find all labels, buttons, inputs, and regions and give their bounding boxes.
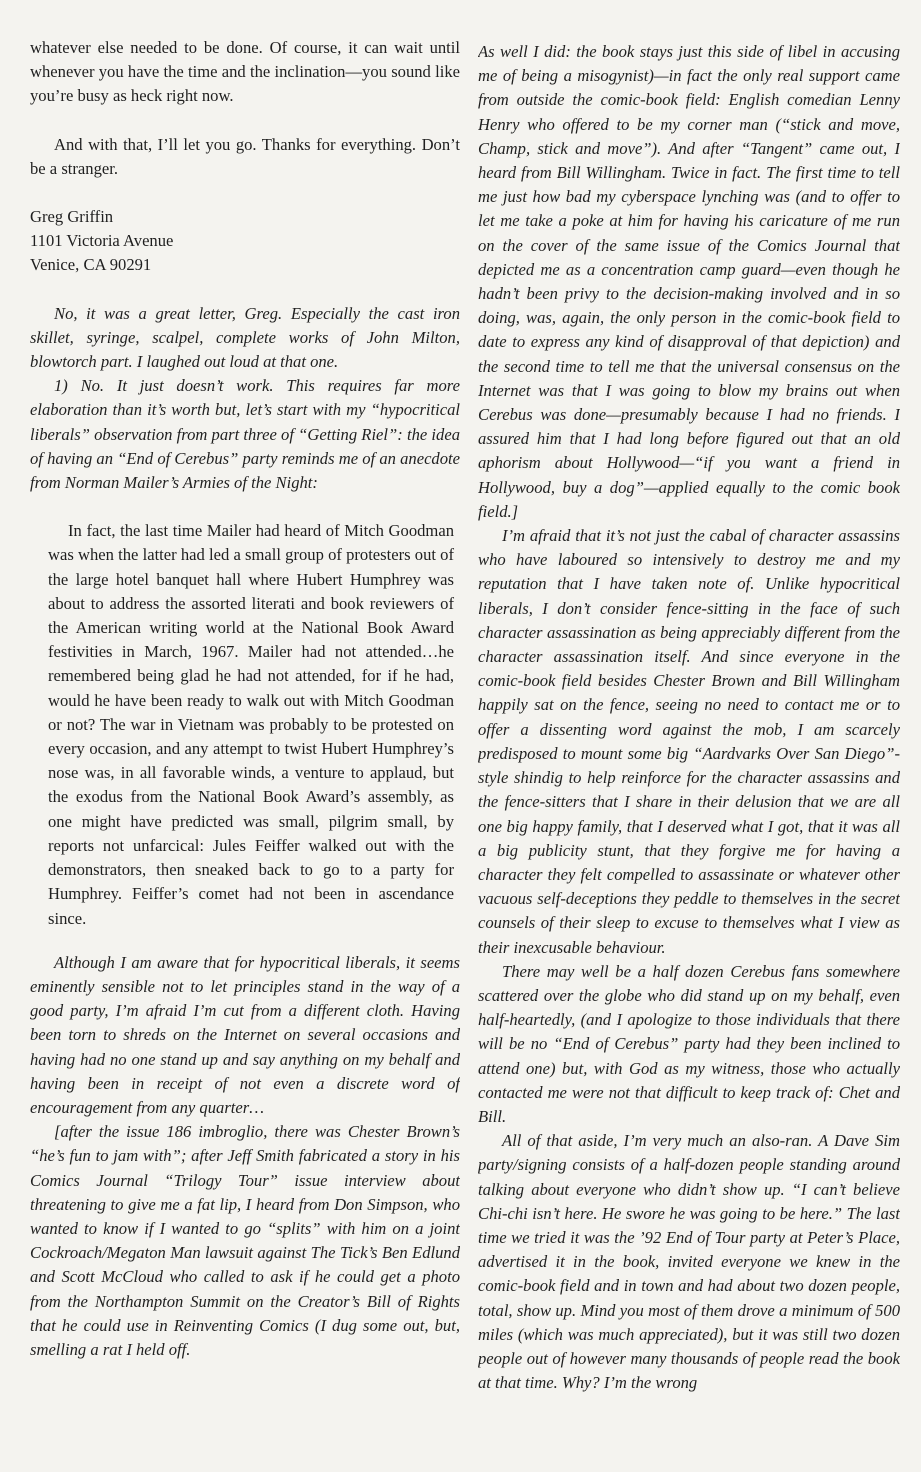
reply-paragraph-3: Although I am aware that for hypocritical liberals, it seems eminently sensible not to let principles stand in the way of a good party, I’m afraid I’m cut from a different cloth. Having been torn to shreds on the Internet on several occasions and having had no one stand up and say anything on my behalf and having been in receipt of not even a discrete word of encouragement from any quarter… <box>30 952 460 1117</box>
reply-paragraph-8: All of that aside, I’m very much an also-ran. A Dave Sim party/signing consists of a half-dozen people standing around talking about everyone who didn’t show up. “I can’t believe Chi-chi isn’t here. He swore he was going to be here.” The last time we tried it was the ’92 End of Tour party at Peter’s Place, advertised it in the book, invited everyone we knew in the comic-book field and in town and had about two dozen people, total, show up. Mind you most of them drove a minimum of 500 miles (which was much appreciated), but it was still two dozen people out of however many thousands of people read the book at that time. Why? I’m the wrong <box>478 1131 900 1393</box>
reply-paragraph-2: 1) No. It just doesn’t work. This requires far more elaboration than it’s worth but, let’s start with my “hypocritical liberals” observation from part three of “Getting Riel”: the idea of having an “End of Cerebus” party reminds me of an anecdote from Norman Mailer’s Armies of the Night: <box>30 376 460 493</box>
reply-paragraph-1: No, it was a great letter, Greg. Especially the cast iron skillet, syringe, scalpel, complete works of John Milton, blowtorch part. I laughed out loud at that one. <box>30 303 460 372</box>
left-column <box>30 0 460 1472</box>
reply-paragraph-5: As well I did: the book stays just this side of libel in accusing me of being a misogynist)—in fact the only real support came from outside the comic-book field: English comedian Lenny Henry who offered to be my corner man (“stick and move, Champ, stick and move”). And after “Tangent” came out, I heard from Bill Willingham. Twice in fact. The first time to tell me just how bad my cyberspace lynching was (and to offer to let me take a poke at him for having his caricature of me run on the cover of the same issue of the Comics Journal that depicted me as a concentration camp guard—even though he hadn’t been privy to the decision-making involved and in so doing, was, again, the only person in the comic-book field to date to express any kind of disapproval of that depiction) and the second time to tell me that the universal consensus on the Internet was that I was going to blow my brains out when Cerebus was done—presumably because I had no friends. I assured him that I had long before figured out that an old aphorism about Hollywood—“if you want a friend in Hollywood, buy a dog”—applied equally to the comic book field.] <box>478 42 900 521</box>
letter-paragraph-2: And with that, I’ll let you go. Thanks for everything. Don’t be a stranger. <box>30 134 460 178</box>
signature-city: Venice, CA 90291 <box>30 255 152 275</box>
reply-paragraph-4: [after the issue 186 imbroglio, there was Chester Brown’s “he’s fun to jam with”; after Jeff Smith fabricated a story in his Comics Journal “Trilogy Tour” issue interview about threatening to give me a fat lip, I heard from Don Simpson, who wanted to know if I wanted to go “splits” with him on a joint Cockroach/Megaton Man lawsuit against The Tick’s Ben Edlund and Scott McCloud who called to ask if he could get a photo from the Northampton Summit on the Creator’s Bill of Rights that he could use in Reinventing Comics (I dug some out, but, smelling a rat I held off. <box>30 1122 460 1359</box>
letter-paragraph-1: whatever else needed to be done. Of course, it can wait until whenever you have the time and the inclination—you sound like you’re busy as heck right now. <box>30 38 460 106</box>
reply-paragraph-6: I’m afraid that it’s not just the cabal of character assassins who have laboured so intensively to destroy me and my reputation that I have taken note of. Unlike hypocritical liberals, I don’t consider fence-sitting in the face of such character assassination as being appreciably different from the character assassination itself. And since everyone in the comic-book field besides Chester Brown and Bill Willingham happily sat on the fence, seeing no need to contact me or to offer a dissenting word against the mob, I am scarcely predisposed to mount some big “Aardvarks Over San Diego”-style shindig to help reinforce for the character assassins and the fence-sitters that I share in their delusion that we are all one big happy family, that I deserved what I got, that it was all a big publicity stunt, that they forgive me for having a character they felt compelled to assassinate or whatever other vacuous self-deceptions they peddle to themselves in the secret counsels of their sleep to excuse to themselves what I view as their inexcusable behaviour. <box>478 526 900 957</box>
letter-signature <box>30 205 460 278</box>
right-column <box>478 0 900 1472</box>
signature-name: Greg Griffin <box>30 207 114 227</box>
block-quote <box>30 519 460 930</box>
block-quote-text: In fact, the last time Mailer had heard of Mitch Goodman was when the latter had led a small group of protesters out of the large hotel banquet hall where Hubert Humphrey was about to address the assorted literati and book reviewers of the American writing world at the National Book Award festivities in March, 1967. Mailer had not attended…he remembered being glad he had not attended, for if he had, would he have been ready to walk out with Mitch Goodman or not? The war in Vietnam was probably to be protested on every occasion, and any attempt to twist Hubert Humphrey’s nose was, in all favorable winds, a venture to applaud, but the exodus from the National Book Award’s assembly, as one might have predicted was small, pilgrim small, by reports not unfarcical: Jules Feiffer walked out with the demonstrators, then sneaked back to go to a party for Humphrey. Feiffer’s comet had not been in ascendance since. <box>48 521 454 928</box>
signature-street: 1101 Victoria Avenue <box>30 231 174 251</box>
reply-paragraph-7: There may well be a half dozen Cerebus fans somewhere scattered over the globe who did stand up on my behalf, even half-heartedly, (and I apologize to those individuals that there will be no “End of Cerebus” party had they been inclined to attend one) but, with God as my witness, those who actually contacted me were not that difficult to keep track of: Chet and Bill. <box>478 961 900 1126</box>
